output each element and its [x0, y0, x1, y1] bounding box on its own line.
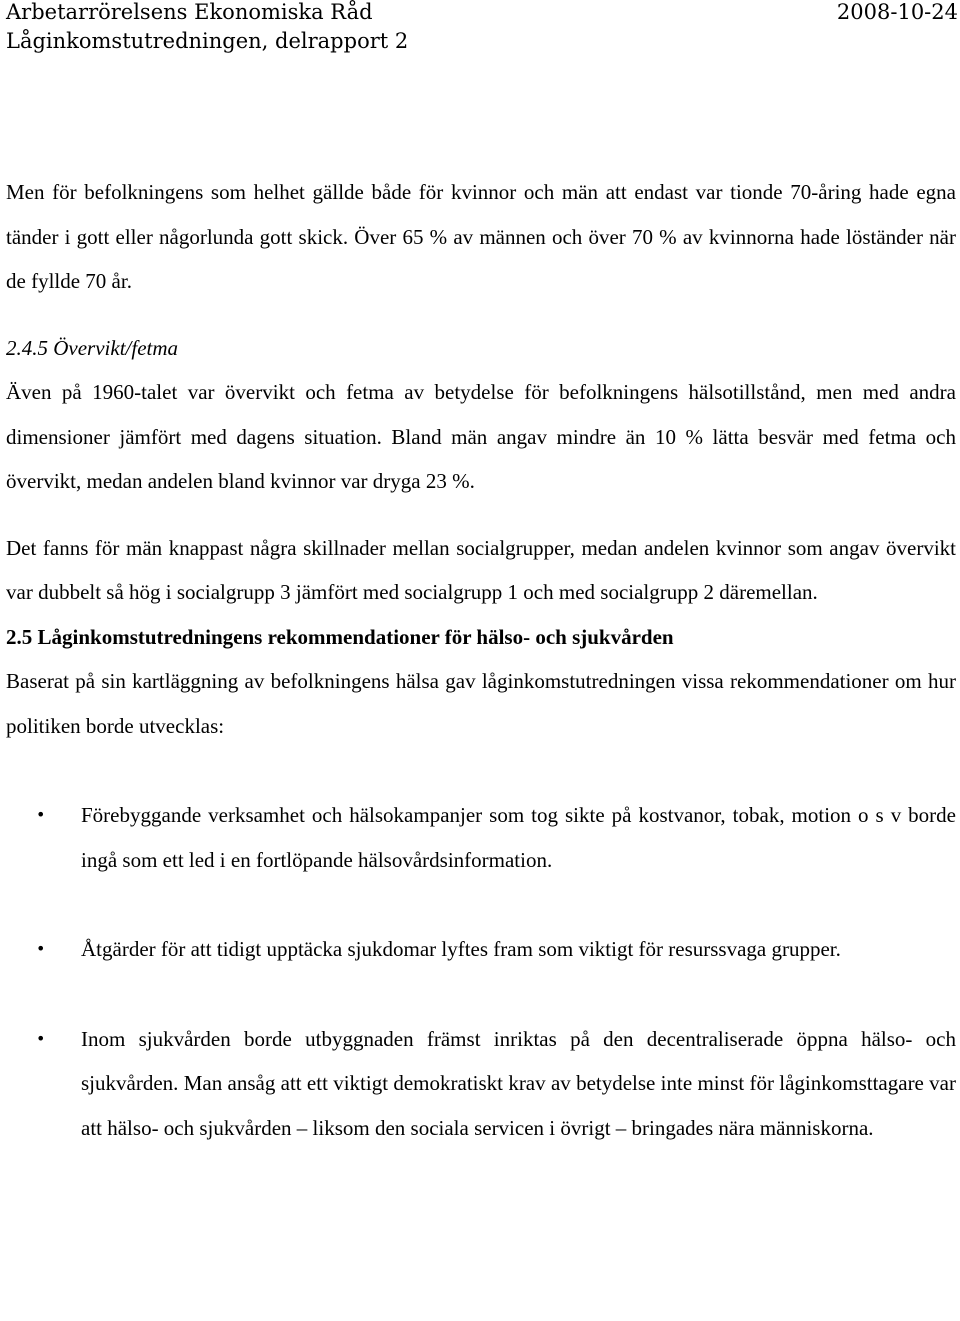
document-body — [6, 170, 956, 1150]
list-item — [6, 793, 956, 882]
overweight-paragraph: Även på 1960-talet var övervikt och fetma av betydelse för befolkningens hälsotillstånd, men med andra dimensioner jämfört med dagens situation. Bland män angav mindre än 10 % lätta besvär med fetma och övervikt, medan andelen bland kvinnor var dryga 23 %. — [6, 380, 956, 493]
page-header — [0, 0, 960, 60]
social-group-paragraph: Det fanns för män knappast några skillnader mellan socialgrupper, medan andelen kvinnor som angav övervikt var dubbelt så hög i socialgrupp 3 jämfört med socialgrupp 1 och med socialgrupp 2 däremellan. — [6, 535, 956, 604]
recommendations-list — [6, 793, 956, 1150]
recommendations-intro-paragraph: Baserat på sin kartläggning av befolkningens hälsa gav låginkomstutredningen vissa rekommendationer om hur politiken borde utvecklas: — [6, 669, 956, 738]
header-organization: Arbetarrörelsens Ekonomiska Råd — [6, 0, 373, 24]
header-date: 2008-10-24 — [836, 0, 958, 24]
list-item-text: Förebyggande verksamhet och hälsokampanjer som tog sikte på kostvanor, tobak, motion o s v borde ingå som ett led i en fortlöpande hälsovårdsinformation. — [81, 803, 956, 872]
list-item-text: Inom sjukvården borde utbyggnaden främst inriktas på den decentraliserade öppna hälso- och sjukvården. Man ansåg att ett viktigt demokratiskt krav av betydelse inte minst för låginkomsttagare var att hälso- och sjukvården – liksom den sociala servicen i övrigt – bringades nära människorna. — [81, 1026, 956, 1140]
section-heading: 2.5 Låginkomstutredningens rekommendationer för hälso- och sjukvården — [6, 624, 674, 649]
intro-paragraph: Men för befolkningens som helhet gällde både för kvinnor och män att endast var tionde 70-åring hade egna tänder i gott eller någorlunda gott skick. Över 65 % av männen och över 70 % av kvinnorna hade löständer när de fyllde 70 år. — [6, 180, 956, 293]
header-report-title: Låginkomstutredningen, delrapport 2 — [6, 29, 409, 53]
bullet-icon: • — [36, 805, 46, 824]
list-item-text: Åtgärder för att tidigt upptäcka sjukdomar lyftes fram som viktigt för resurssvaga grupper. — [81, 937, 841, 961]
subsection-heading: 2.4.5 Övervikt/fetma — [6, 335, 179, 360]
bullet-icon: • — [36, 1028, 46, 1048]
list-item — [6, 1017, 956, 1151]
list-item — [6, 927, 956, 972]
bullet-icon: • — [36, 939, 46, 958]
